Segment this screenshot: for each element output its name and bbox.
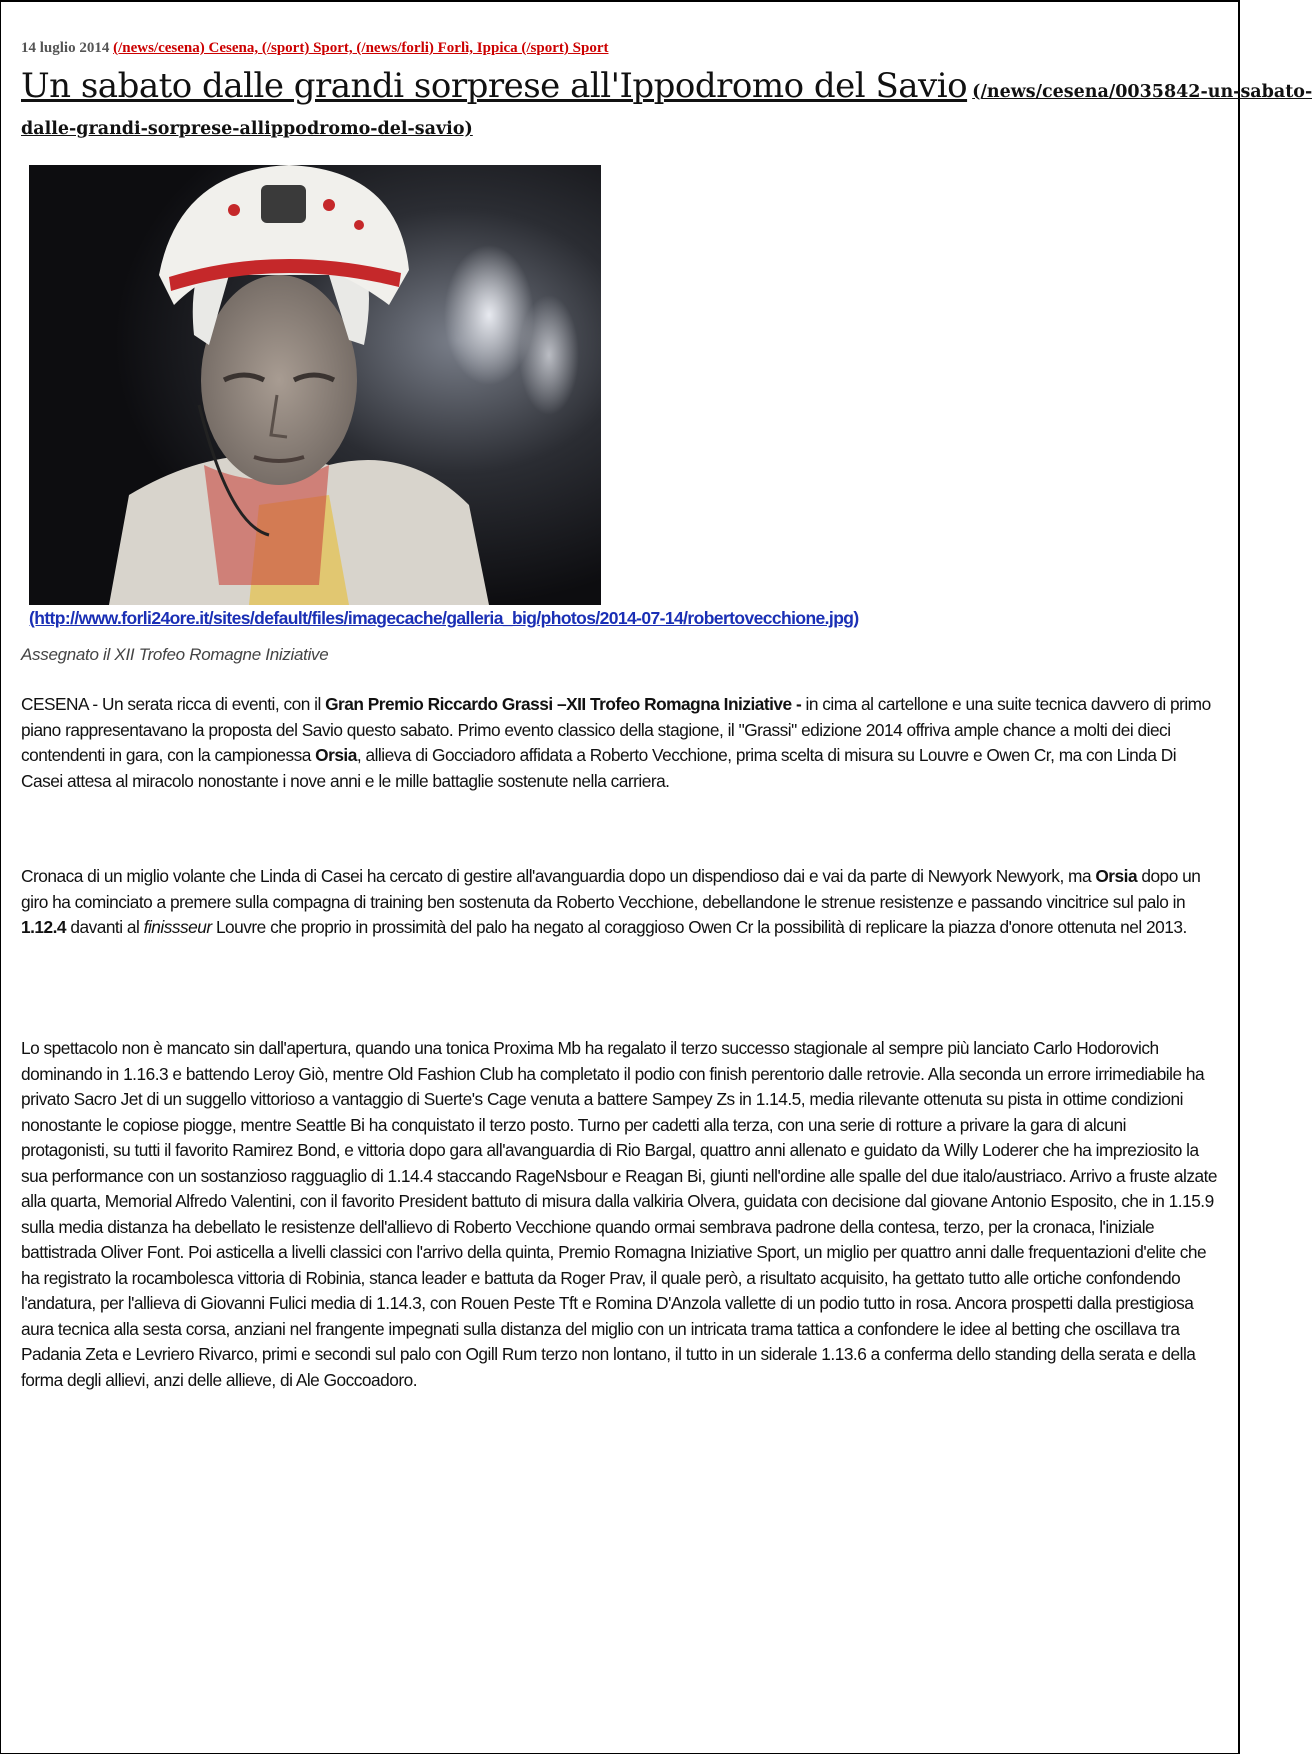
image-source-link[interactable]: (http://www.forli24ore.it/sites/default/files/imagecache/galleria_big/photos/2014-07-14/robertovecchione.jpg) [29, 608, 859, 628]
p2-bold-orsia: Orsia [1095, 866, 1138, 886]
p2-text-a: Cronaca di un miglio volante che Linda di Casei ha cercato di gestire all'avanguardia dopo un dispendioso dai e vai da parte di Newyork Newyork, ma [21, 866, 1096, 886]
driver-portrait-image [29, 165, 601, 605]
p1-text-e: , allieva di Gocciadoro affidata a Roberto Vecchione, prima scelta di misura su Louvre e Owen Cr, ma con Linda Di Casei attesa al miracolo nonostante i nove anni e le mille battaglie sostenute nella carriera. [21, 745, 1177, 791]
article-photo[interactable] [29, 165, 601, 605]
article-date: 14 luglio 2014 [21, 40, 110, 56]
category-links[interactable]: (/news/cesena) Cesena, (/sport) Sport, (/news/forli) Forlì, Ippica (/sport) Sport [113, 40, 609, 56]
p1-text-a: CESENA - Un serata ricca di eventi, con il [21, 694, 326, 714]
p1-bold-orsia: Orsia [315, 745, 357, 765]
article-paragraph-1 [21, 692, 1217, 794]
article-header [21, 64, 1312, 144]
p1-bold-trophy: Gran Premio Riccardo Grassi –XII Trofeo Romagna Iniziative - [325, 694, 802, 714]
p2-bold-time: 1.12.4 [21, 917, 67, 937]
article-title-link[interactable]: Un sabato dalle grandi sorprese all'Ippodromo del Savio [21, 66, 968, 106]
p2-text-g: Louvre che proprio in prossimità del palo ha negato al coraggioso Owen Cr la possibilità di replicare la piazza d'onore ottenuta nel 2013. [211, 917, 1187, 937]
p1-text-c: in cima al cartellone e una suite tecnica davvero di primo piano rappresentavano la proposta del Savio questo sabato. Primo evento classico della stagione, il "Grassi" edizione 2014 offriva ample chance a molti dei dieci contendenti in gara, con la campionessa [21, 694, 1211, 765]
p2-text-e: davanti al [66, 917, 144, 937]
article-paragraph-3: Lo spettacolo non è mancato sin dall'apertura, quando una tonica Proxima Mb ha regalato il terzo successo stagionale al sempre più lanciato Carlo Hodorovich dominando in 1.16.3 e battendo Leroy Giò, mentre Old Fashion Club ha completato il podio con finish perentorio dalle retrovie. Alla seconda un errore irrimediabile ha privato Sacro Jet di un suggello vittorioso a vantaggio di Suerte's Cage venuta a battere Sampey Zs in 1.14.5, media rilevante ottenuta su pista in ottime condizioni nonostante le copiose piogge, mentre Seattle Bi ha conquistato il terzo posto. Turno per cadetti alla terza, con una serie di rotture a privare la gara di alcuni protagonisti, su tutti il favorito Ramirez Bond, e vittoria dopo gara all'avanguardia di Rio Bargal, quattro anni allenato e guidato da Willy Loderer che ha impreziosito la sua performance con un sostanzioso ragguaglio di 1.14.4 staccando RageNsbour e Reagan Bi, giunti nell'ordine alle spalle del due italo/austriaco. Arrivo a fruste alzate alla quarta, Memorial Alfredo Valentini, con il favorito President battuto di misura dalla valkiria Olvera, guidata con decisione dal giovane Antonio Esposito, che in 1.15.9 sulla media distanza ha debellato le resistenze dell'allievo di Roberto Vecchione quando ormai sembrava padrone della contesa, terzo, per la cronaca, l'iniziale battistrada Oliver Font. Poi asticella a livelli classici con l'arrivo della quinta, Premio Romagna Iniziative Sport, un miglio per quattro anni dalle frequentazioni d'elite che ha registrato la rocambolesca vittoria di Robinia, stanca leader e battuta da Roger Prav, il quale però, a risultato acquisito, ha gettato tutto alle ortiche confondendo l'andatura, per l'allieva di Giovanni Fulici media di 1.14.3, con Rouen Peste Tft e Romina D'Anzola vallette di un podio tutto in rosa. Ancora prospetti dalla prestigiosa aura tecnica alla sesta corsa, anziani nel frangente impegnati sulla distanza del miglio con un intricata trama tattica a confondere le idee al betting che oscillava tra Padania Zeta e Levriero Rivarco, primi e secondi sul palo con Ogill Rum terzo non lontano, il tutto in un siderale 1.13.6 a conferma dello standing della serata e della forma degli allievi, anzi delle allieve, di Ale Goccoadoro. [21, 1038, 1218, 1390]
p2-italic-term: finissseur [143, 917, 212, 937]
p2-text-c: dopo un giro ha cominciato a premere sulla compagna di training ben sostenuta da Roberto Vecchione, debellandone le strenue resistenze e passando vincitrice sul palo in [21, 866, 1201, 912]
article-paragraph-2 [21, 864, 1217, 941]
article-path-link-cont[interactable]: dalle-grandi-sorprese-allippodromo-del-savio) [21, 119, 473, 139]
article-path-link[interactable]: (/news/cesena/0035842-un-sabato- [972, 82, 1312, 102]
photo-caption: Assegnato il XII Trofeo Romagne Iniziative [21, 645, 329, 664]
article-meta [21, 33, 1201, 56]
